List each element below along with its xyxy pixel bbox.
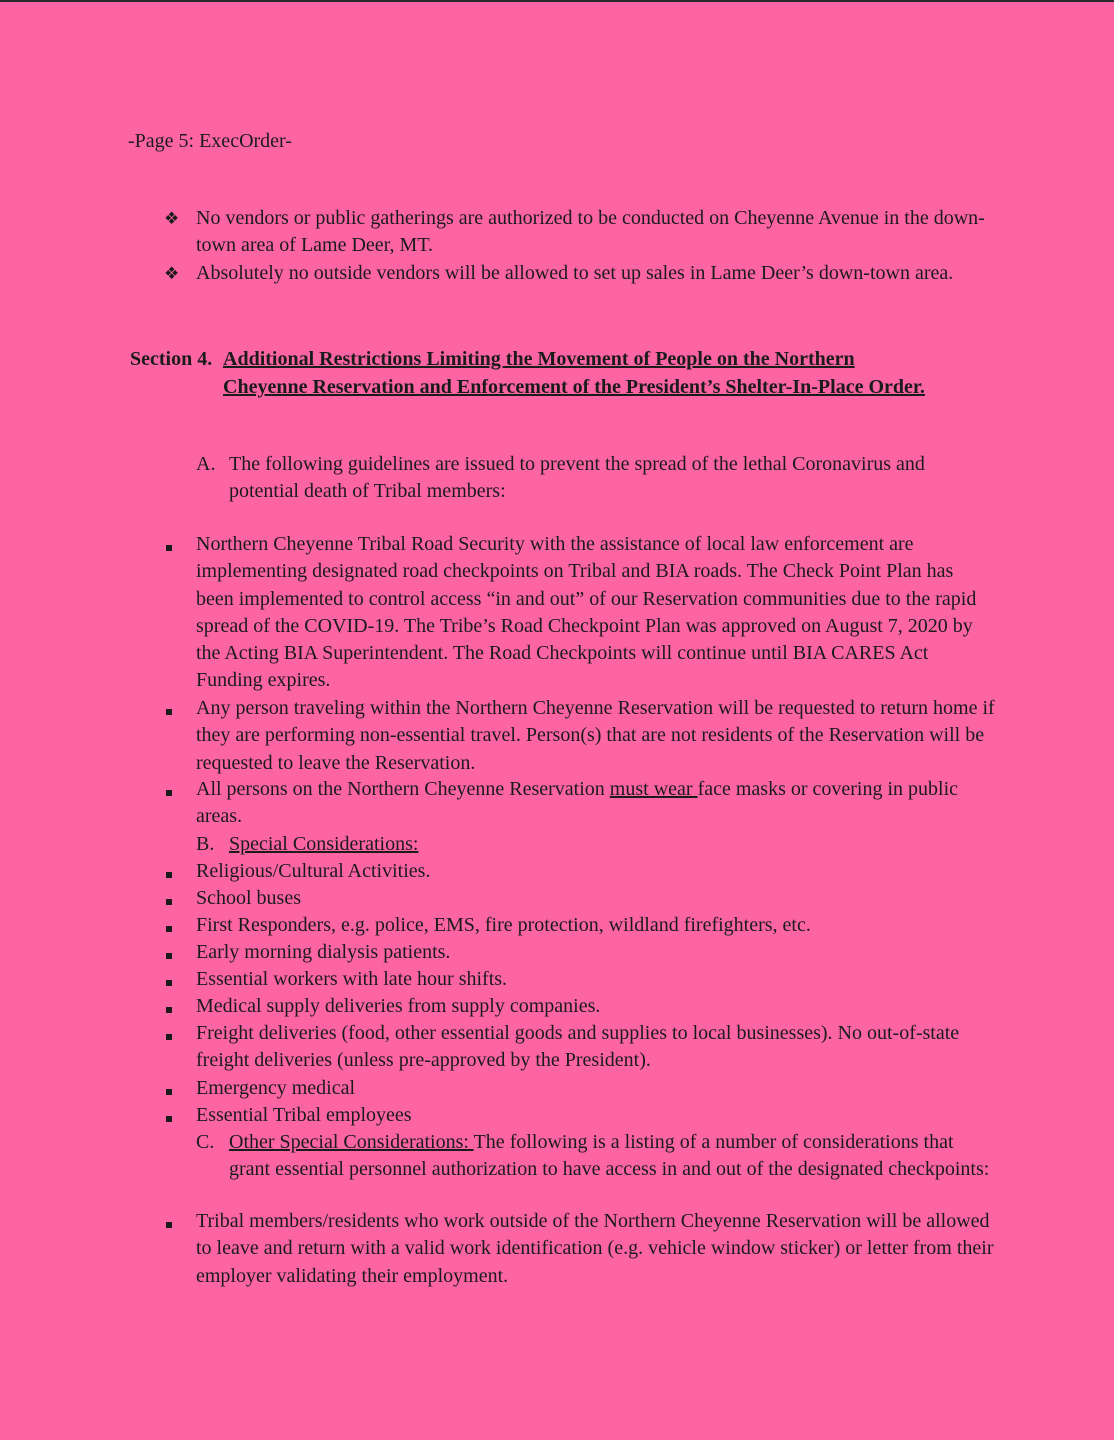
list-item: Medical supply deliveries from supply companies.: [196, 995, 601, 1017]
list-item: Absolutely no outside vendors will be allowed to set up sales in Lame Deer’s down-town area.: [196, 262, 954, 284]
square-bullet-icon: [166, 899, 172, 905]
square-bullet-icon: [166, 926, 172, 932]
list-item: No vendors or public gatherings are authorized to be conducted on Cheyenne Avenue in the down-town area of Lame Deer, MT.: [196, 207, 985, 257]
list-item: Freight deliveries (food, other essential goods and supplies to local businesses). No out-of-state freight deliveries (unless pre-approved by the President).: [196, 1022, 960, 1072]
square-bullet-icon: [166, 709, 172, 715]
square-bullet-icon: [166, 1007, 172, 1013]
list-item: Tribal members/residents who work outside of the Northern Cheyenne Reservation will be allowed to leave and return with a valid work identification (e.g. vehicle window sticker) or letter from their employer validating their employment.: [196, 1210, 994, 1287]
diamond-bullet-icon: ❖: [164, 209, 180, 228]
list-item: Essential workers with late hour shifts.: [196, 968, 508, 990]
page-header: -Page 5: ExecOrder-: [128, 130, 292, 152]
subsection-heading: Special Considerations:: [229, 833, 419, 855]
square-bullet-icon: [166, 545, 172, 551]
mask-text-underlined: must wear: [609, 778, 698, 800]
subsection-body: The following is a listing of a number of considerations that grant essential personnel authorization to have access in and out of the designated checkpoints:: [229, 1131, 990, 1181]
subsection-letter: B.: [196, 833, 215, 855]
square-bullet-icon: [166, 1089, 172, 1095]
subsection-text: [229, 1129, 994, 1184]
list-item: Emergency medical: [196, 1077, 356, 1099]
mask-text-before: All persons on the Northern Cheyenne Reservation: [196, 778, 610, 800]
square-bullet-icon: [166, 1222, 172, 1228]
subsection-text: The following guidelines are issued to prevent the spread of the lethal Coronavirus and potential death of Tribal members:: [229, 453, 925, 503]
square-bullet-icon: [166, 790, 172, 796]
diamond-bullet-icon: ❖: [164, 264, 180, 283]
subsection-letter: A.: [196, 453, 216, 475]
section-label: Section 4.: [130, 348, 213, 370]
list-item: School buses: [196, 887, 301, 909]
square-bullet-icon: [166, 872, 172, 878]
list-item: First Responders, e.g. police, EMS, fire protection, wildland firefighters, etc.: [196, 914, 811, 936]
subsection-letter: C.: [196, 1131, 215, 1153]
mask-text-after: face masks or covering in public areas.: [196, 778, 959, 828]
square-bullet-icon: [166, 1116, 172, 1122]
subsection-heading: Other Special Considerations:: [229, 1131, 474, 1153]
square-bullet-icon: [166, 980, 172, 986]
list-item: Any person traveling within the Northern Cheyenne Reservation will be requested to return home if they are performing non-essential travel. Person(s) that are not residents of the Reservation will be requested to leave the Reservation.: [196, 697, 995, 774]
square-bullet-icon: [166, 953, 172, 959]
list-item: Early morning dialysis patients.: [196, 941, 451, 963]
list-item-masks: [196, 776, 996, 831]
list-item: Essential Tribal employees: [196, 1104, 412, 1126]
list-item: Northern Cheyenne Tribal Road Security with the assistance of local law enforcement are implementing designated road checkpoints on Tribal and BIA roads. The Check Point Plan has been implemented to control access “in and out” of our Reservation communities due to the rapid spread of the COVID-19. The Tribe’s Road Checkpoint Plan was approved on August 7, 2020 by the Acting BIA Superintendent. The Road Checkpoints will continue until BIA CARES Act Funding expires.: [196, 533, 977, 692]
section-title: Additional Restrictions Limiting the Movement of People on the Northern Cheyenne Reservation and Enforcement of the President’s Shelter-In-Place Order.: [223, 348, 925, 398]
list-item: Religious/Cultural Activities.: [196, 860, 431, 882]
square-bullet-icon: [166, 1034, 172, 1040]
